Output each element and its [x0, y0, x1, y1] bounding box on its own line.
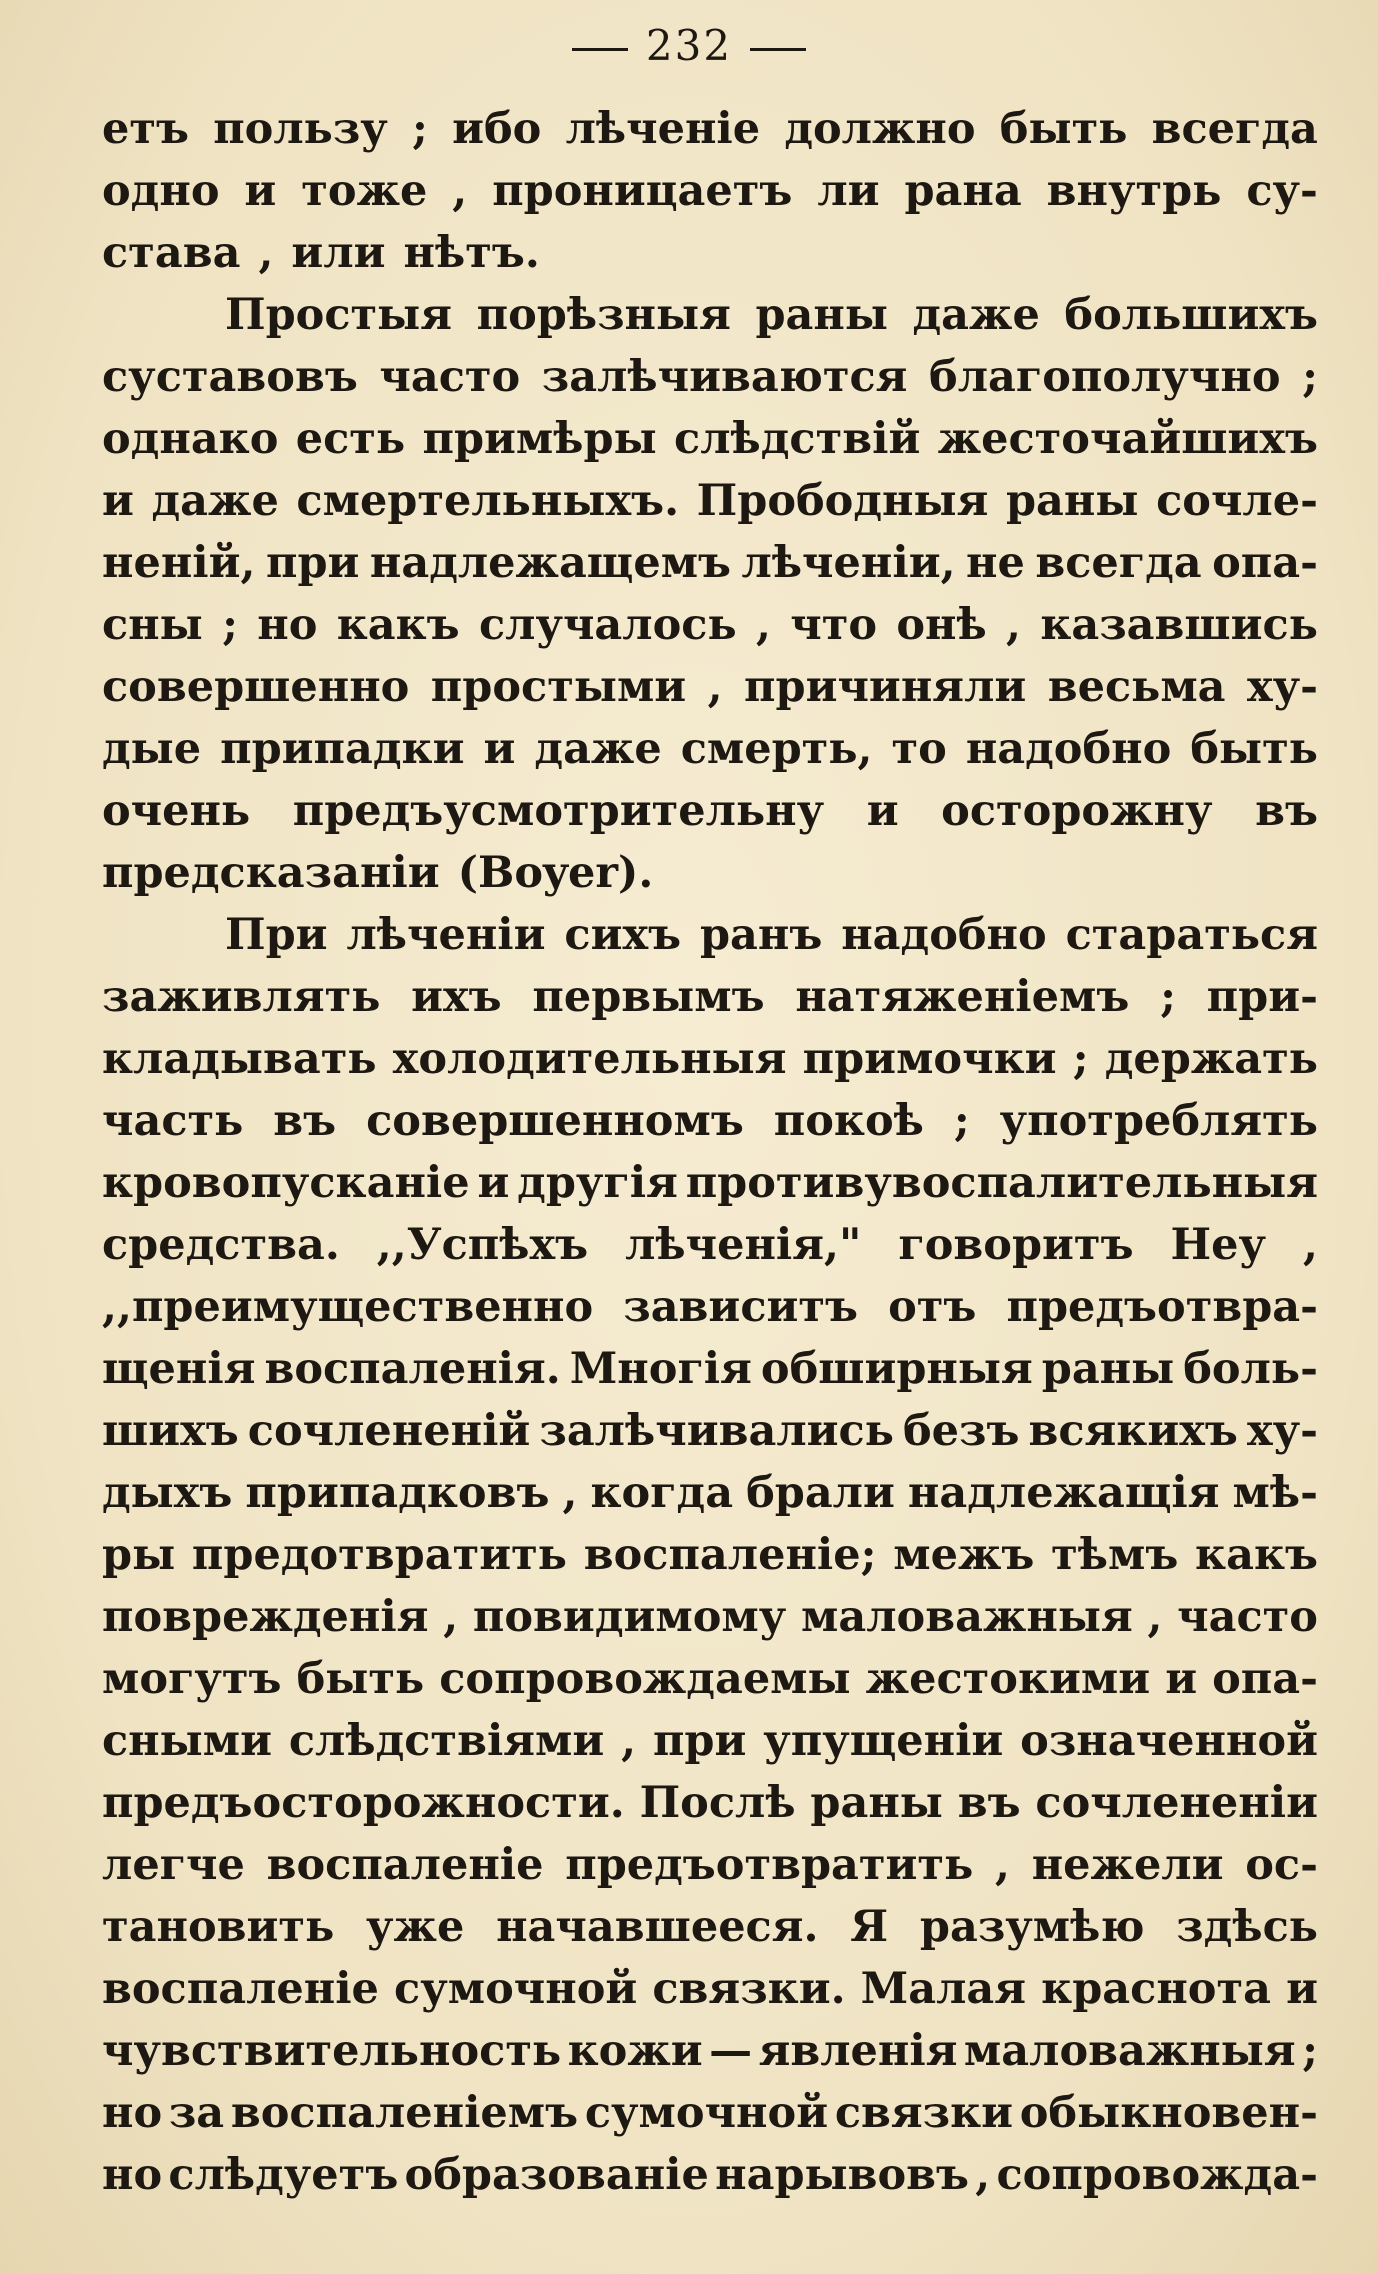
text-line: сными слѣдствіями , при упущеніи означенной [102, 1716, 1318, 1766]
text-line: шихъ сочлененій залѣчивались безъ всякихъ ху- [102, 1406, 1318, 1456]
text-line: При лѣченіи сихъ ранъ надобно стараться [225, 910, 1318, 960]
text-line: ры предотвратить воспаленіе; межъ тѣмъ какъ [102, 1530, 1318, 1580]
text-line: става , или нѣтъ. [102, 228, 540, 278]
body-text [102, 98, 1318, 2206]
text-line: неній, при надлежащемъ лѣченіи, не всегда опа- [102, 538, 1318, 588]
text-line: совершенно простыми , причиняли весьма ху- [102, 662, 1318, 712]
header-dash-right [750, 48, 806, 51]
text-line: дые припадки и даже смерть, то надобно быть [102, 724, 1318, 774]
text-line: предъосторожности. Послѣ раны въ сочлененіи [102, 1778, 1318, 1828]
text-line: воспаленіе сумочной связки. Малая краснота и [102, 1964, 1318, 2014]
text-line: часть въ совершенномъ покоѣ ; употреблять [102, 1096, 1318, 1146]
header-dash-left [572, 48, 628, 51]
text-line: и даже смертельныхъ. Прободныя раны сочле- [102, 476, 1318, 526]
text-line: очень предъусмотрительну и осторожну въ [102, 786, 1318, 836]
text-line: дыхъ припадковъ , когда брали надлежащія мѣ- [102, 1468, 1318, 1518]
text-line: поврежденія , повидимому маловажныя , часто [102, 1592, 1318, 1642]
text-line: одно и тоже , проницаетъ ли рана внутрь су- [102, 166, 1318, 216]
text-line: предсказаніи (Boyer). [102, 848, 654, 898]
text-line: заживлять ихъ первымъ натяженіемъ ; при- [102, 972, 1318, 1022]
page-header [0, 18, 1378, 74]
text-line: ,,преимущественно зависитъ отъ предъотвра- [102, 1282, 1318, 1332]
text-line: Простыя порѣзныя раны даже большихъ [225, 290, 1318, 340]
page-number: 232 [645, 21, 733, 70]
text-line: щенія воспаленія. Многія обширныя раны боль- [102, 1344, 1318, 1394]
text-line: легче воспаленіе предъотвратить , нежели ос- [102, 1840, 1318, 1890]
text-line: кровопусканіе и другія противувоспалительныя [102, 1158, 1318, 1208]
text-line: тановить уже начавшееся. Я разумѣю здѣсь [102, 1902, 1318, 1952]
text-line: могутъ быть сопровождаемы жестокими и опа- [102, 1654, 1318, 1704]
text-line: но за воспаленіемъ сумочной связки обыкновен- [102, 2088, 1318, 2138]
text-line: етъ пользу ; ибо лѣченіе должно быть всегда [102, 104, 1318, 154]
text-line: но слѣдуетъ образованіе нарывовъ , сопровожда- [102, 2150, 1318, 2200]
text-line: кладывать холодительныя примочки ; держать [102, 1034, 1318, 1084]
text-line: средства. ,,Успѣхъ лѣченія," говоритъ Неу , [102, 1220, 1318, 1270]
text-line: сны ; но какъ случалось , что онѣ , казавшись [102, 600, 1318, 650]
text-line: суставовъ часто залѣчиваются благополучно ; [102, 352, 1318, 402]
text-line: однако есть примѣры слѣдствій жесточайшихъ [102, 414, 1318, 464]
text-line: чувствительность кожи — явленія маловажныя ; [102, 2026, 1318, 2076]
